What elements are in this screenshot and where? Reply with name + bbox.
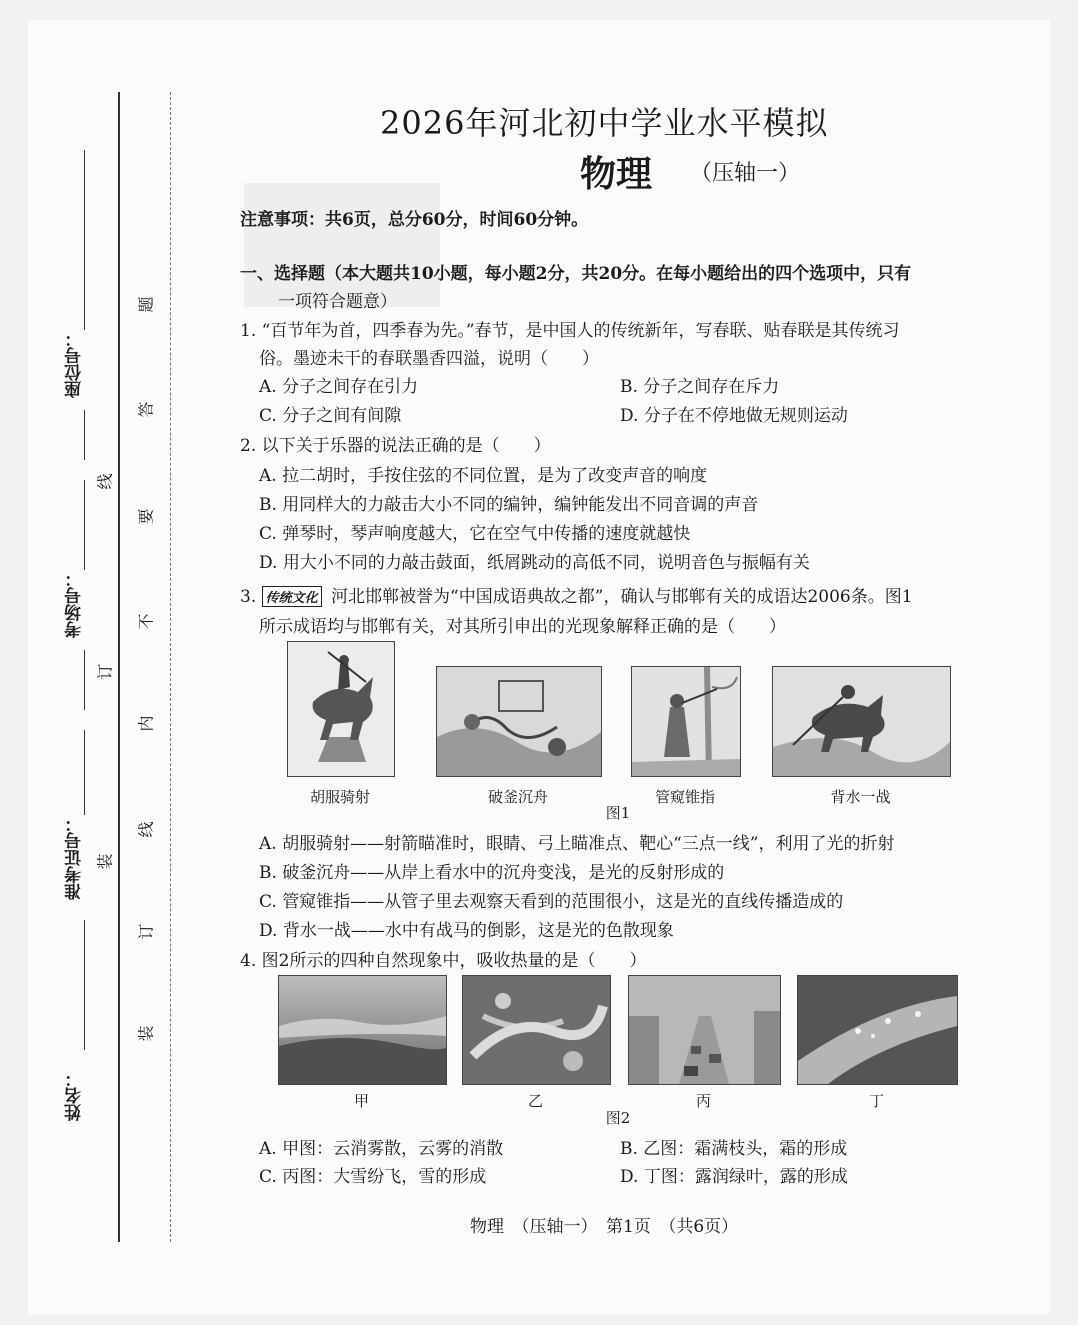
q4-stem: 4. 图2所示的四种自然现象中，吸收热量的是（ ） bbox=[240, 951, 647, 971]
ticket-label: 准考证号： bbox=[65, 815, 85, 900]
seat-line-gap bbox=[84, 410, 85, 460]
q2-option-c: C. 弹琴时，琴声响度越大，它在空气中传播的速度就越快 bbox=[259, 524, 691, 544]
figure2-bing-image bbox=[628, 975, 781, 1085]
seat-label: 座位号： bbox=[65, 330, 85, 398]
page-footer: 物理 （压轴一） 第1页 （共6页） bbox=[470, 1217, 739, 1237]
figure2-label: 图2 bbox=[605, 1109, 631, 1127]
subject-title: 物理 bbox=[580, 153, 653, 195]
q3-option-d: D. 背水一战——水中有战马的倒影，这是光的色散现象 bbox=[259, 921, 674, 941]
q1-stem-cont: 俗。墨迹未干的春联墨香四溢，说明（ ） bbox=[259, 349, 599, 369]
figure2-jia-image bbox=[278, 975, 447, 1085]
name-label: 姓名： bbox=[65, 1070, 85, 1121]
ticket-underline bbox=[84, 730, 85, 815]
binding-char: 订 bbox=[95, 663, 115, 680]
figure1-caption: 胡服骑射 bbox=[309, 788, 370, 806]
q4-option-b: B. 乙图：霜满枝头，霜的形成 bbox=[620, 1139, 848, 1159]
warning-char: 线 bbox=[136, 821, 156, 838]
q3-number: 3. bbox=[240, 587, 257, 607]
q1-stem: 1. “百节年为首，四季春为先。”春节，是中国人的传统新年，写春联、贴春联是其传统习 bbox=[240, 321, 900, 341]
ticket-tail bbox=[84, 920, 85, 1050]
binding-char: 装 bbox=[95, 853, 115, 870]
warning-char: 订 bbox=[136, 923, 156, 940]
figure2-caption: 甲 bbox=[353, 1092, 369, 1110]
q4-option-a: A. 甲图：云消雾散，云雾的消散 bbox=[259, 1139, 504, 1159]
exam-room-tail bbox=[84, 650, 85, 710]
q3-option-c: C. 管窥锥指——从管子里去观察天看到的范围很小，这是光的直线传播造成的 bbox=[259, 892, 844, 912]
figure1-beishui-yizhan-image bbox=[772, 666, 951, 777]
q4-option-d: D. 丁图：露润绿叶，露的形成 bbox=[620, 1167, 848, 1187]
q4-option-c: C. 丙图：大雪纷飞，雪的形成 bbox=[259, 1167, 487, 1187]
figure2-yi-image bbox=[462, 975, 611, 1085]
q3-option-a: A. 胡服骑射——射箭瞄准时，眼睛、弓上瞄准点、靶心“三点一线”，利用了光的折射 bbox=[259, 834, 895, 854]
q3-stem-text: 河北邯郸被誉为“中国成语典故之都”，确认与邯郸有关的成语达2006条。图1 bbox=[331, 587, 913, 607]
binding-char: 线 bbox=[95, 473, 115, 490]
exam-room-label: 考场号： bbox=[65, 570, 85, 638]
section-heading-cont: 一项符合题意） bbox=[278, 292, 397, 312]
figure2-caption: 丙 bbox=[695, 1092, 711, 1110]
figure1-guankui-zhuizhi-image bbox=[631, 666, 741, 777]
figure1-label: 图1 bbox=[605, 804, 631, 822]
section-heading: 一、选择题（本大题共10小题，每小题2分，共20分。在每小题给出的四个选项中，只有 bbox=[240, 264, 912, 284]
traditional-culture-badge: 传统文化 bbox=[262, 586, 322, 607]
figure1-pofu-chenzhou-image bbox=[436, 666, 602, 777]
q2-option-b: B. 用同样大的力敲击大小不同的编钟，编钟能发出不同音调的声音 bbox=[259, 495, 759, 515]
notice: 注意事项：共6页，总分60分，时间60分钟。 bbox=[240, 210, 589, 230]
seat-underline bbox=[84, 150, 85, 330]
warning-char: 装 bbox=[136, 1025, 156, 1042]
q1-option-d: D. 分子在不停地做无规则运动 bbox=[620, 406, 848, 426]
q1-option-c: C. 分子之间有间隙 bbox=[259, 406, 402, 426]
variant-label: （压轴一） bbox=[690, 161, 801, 186]
q1-option-a: A. 分子之间存在引力 bbox=[259, 377, 419, 397]
exam-room-underline bbox=[84, 480, 85, 570]
figure2-ding-image bbox=[797, 975, 958, 1085]
figure2-caption: 乙 bbox=[527, 1092, 543, 1110]
exam-title: 2026年河北初中学业水平模拟 bbox=[380, 104, 829, 142]
warning-char: 题 bbox=[136, 296, 156, 313]
figure1-caption: 管窥锥指 bbox=[654, 788, 715, 806]
binding-rule bbox=[118, 92, 120, 1242]
q2-option-d: D. 用大小不同的力敲击鼓面，纸屑跳动的高低不同，说明音色与振幅有关 bbox=[259, 553, 810, 573]
warning-char: 不 bbox=[136, 613, 156, 630]
figure1-caption: 破釜沉舟 bbox=[487, 788, 548, 806]
warning-char: 内 bbox=[136, 715, 156, 732]
figure1-hufu-qishe-image bbox=[287, 641, 395, 777]
figure2-caption: 丁 bbox=[868, 1092, 884, 1110]
q3-stem bbox=[240, 582, 913, 607]
q3-stem-cont: 所示成语均与邯郸有关，对其所引申出的光现象解释正确的是（ ） bbox=[259, 617, 786, 637]
q1-option-b: B. 分子之间存在斥力 bbox=[620, 377, 780, 397]
q2-stem: 2. 以下关于乐器的说法正确的是（ ） bbox=[240, 436, 551, 456]
warning-char: 答 bbox=[136, 401, 156, 418]
binding-dashed-line bbox=[170, 92, 171, 1242]
q2-option-a: A. 拉二胡时，手按住弦的不同位置，是为了改变声音的响度 bbox=[259, 466, 708, 486]
figure1-caption: 背水一战 bbox=[830, 788, 891, 806]
warning-char: 要 bbox=[136, 508, 156, 525]
q3-option-b: B. 破釜沉舟——从岸上看水中的沉舟变浅，是光的反射形成的 bbox=[259, 863, 725, 883]
